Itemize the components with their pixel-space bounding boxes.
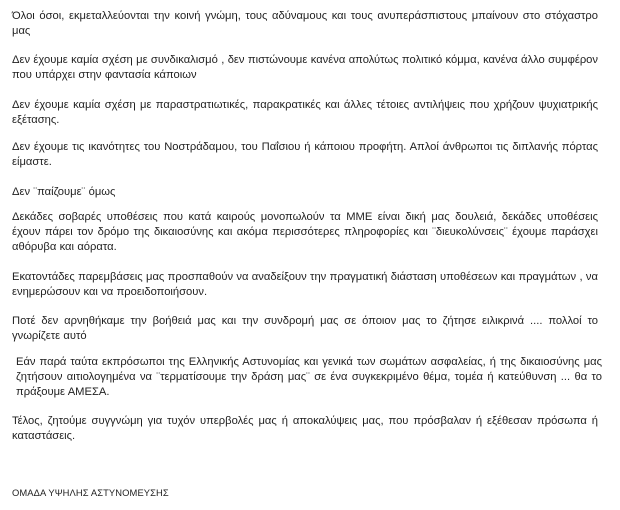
paragraph-interventions: Εκατοντάδες παρεμβάσεις μας προσπαθούν να αναδείξουν την πραγματική διάσταση υποθέσεων και πραγμάτων , να ενημερώσουν και να προειδοποιήσουν. bbox=[12, 271, 598, 298]
paragraph-police-request: Εάν παρά ταύτα εκπρόσωποι της Ελληνικής Αστυνομίας και γενικά των σωμάτων ασφαλείας, ή της δικαιοσύνης μας ζητήσουν αιτιολογημένα να ¨τερματίσουμε την δράση μας¨ σε ένα συγκεκριμένο θέμα, τομέα ή κατεύθυνση ... θα το πράξουμε ΑΜΕΣΑ. bbox=[16, 356, 602, 398]
paragraph-not-playing: Δεν ¨παίζουμε¨ όμως bbox=[12, 186, 116, 198]
paragraph-help: Ποτέ δεν αρνηθήκαμε την βοήθειά μας και την συνδρομή μας σε όποιον μας το ζήτησε ειλικρινά .... πολλοί το γνωρίζετε αυτό bbox=[12, 315, 598, 342]
signature: ΟΜΑΔΑ ΥΨΗΛΗΣ ΑΣΤΥΝΟΜΕΥΣΗΣ bbox=[12, 487, 169, 498]
paragraph-no-union: Δεν έχουμε καμία σχέση με συνδικαλισμό , δεν πιστώνουμε κανένα απολύτως πολιτικό κόμμα, κανένα άλλο συμφέρον που υπάρχει στην φαντασία κάποιων bbox=[12, 54, 598, 81]
paragraph-no-prophets: Δεν έχουμε τις ικανότητες του Νοστράδαμου, του Παΐσιου ή κάποιου προφήτη. Απλοί άνθρωποι τις διπλανής πόρτας είμαστε. bbox=[12, 141, 598, 168]
paragraph-no-paramilitary: Δεν έχουμε καμία σχέση με παραστρατιωτικές, παρακρατικές και άλλες τέτοιες αντιλήψεις που χρήζουν ψυχιατρικής εξέτασης. bbox=[12, 99, 598, 126]
paragraph-cases: Δεκάδες σοβαρές υποθέσεις που κατά καιρούς μονοπωλούν τα ΜΜΕ είναι δική μας δουλειά, δεκάδες υποθέσεις έχουν πάρει τον δρόμο της δικαιοσύνης και ακόμα περισσότερες πληροφορίες και ¨διευκολύνσεις¨ έχουμε παράσχει αθόρυβα και αόρατα. bbox=[12, 211, 598, 253]
paragraph-targets: Όλοι όσοι, εκμεταλλεύονται την κοινή γνώμη, τους αδύναμους και τους ανυπεράσπιστους μπαίνουν στο στόχαστρο μας bbox=[12, 10, 598, 37]
paragraph-apology: Τέλος, ζητούμε συγγνώμη για τυχόν υπερβολές μας ή αποκαλύψεις μας, που πρόσβαλαν ή εξέθεσαν πρόσωπα ή καταστάσεις. bbox=[12, 415, 598, 442]
